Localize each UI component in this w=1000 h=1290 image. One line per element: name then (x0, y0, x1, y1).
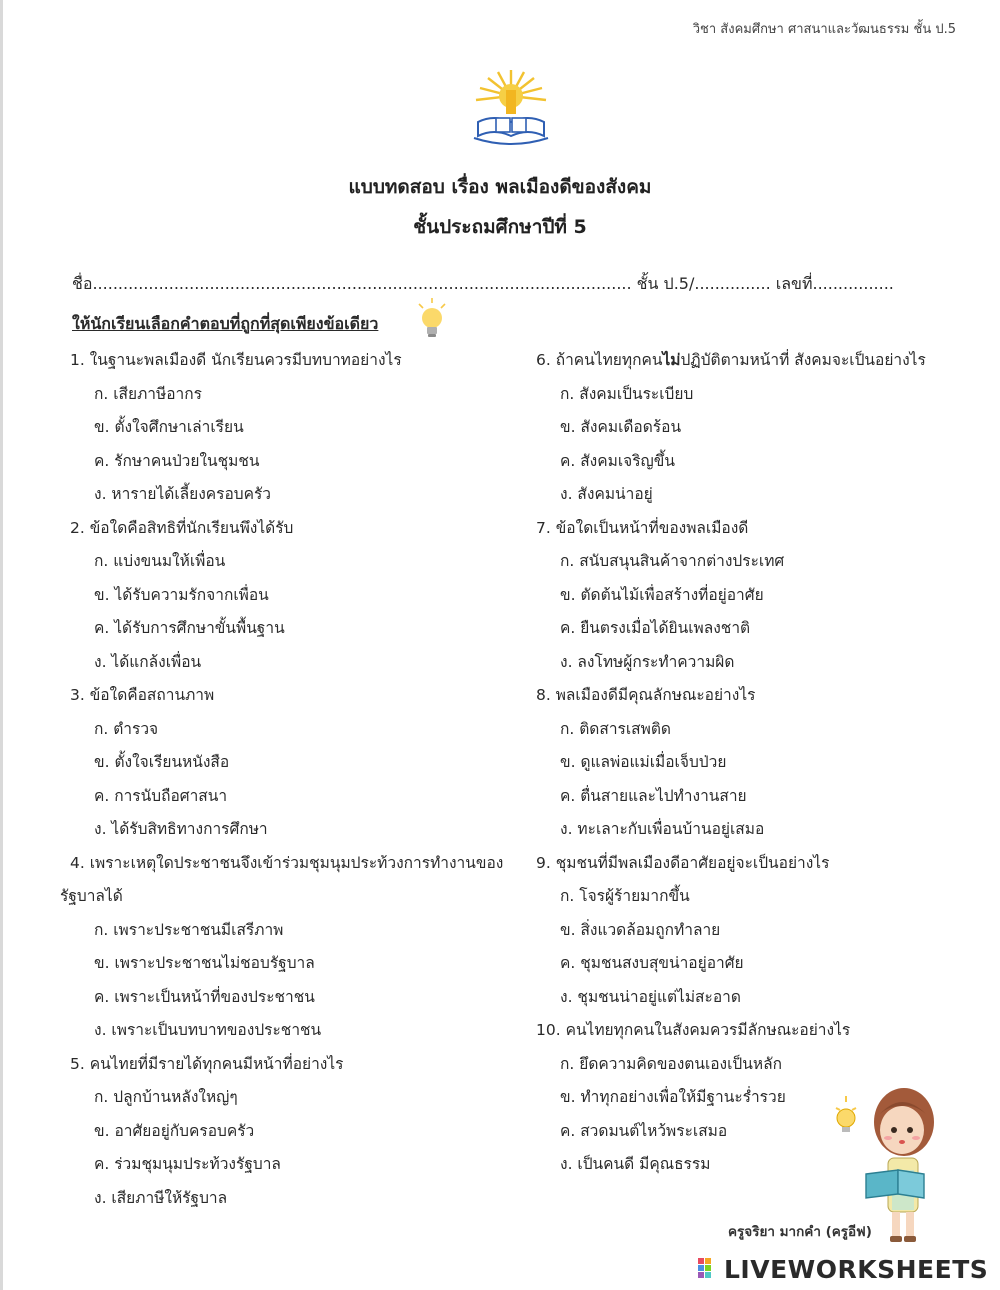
q6-option-c[interactable]: ค. สังคมเจริญขึ้น (560, 451, 675, 470)
question-7: 7. ข้อใดเป็นหน้าที่ของพลเมืองดี (536, 518, 749, 537)
lightbulb-icon (414, 296, 450, 340)
q2-option-c[interactable]: ค. ได้รับการศึกษาขั้นพื้นฐาน (94, 619, 285, 637)
school-logo-icon (470, 66, 552, 150)
q6-option-b[interactable]: ข. สังคมเดือดร้อน (560, 418, 682, 436)
brand-text: LIVEWORKSHEETS (724, 1254, 989, 1284)
q4-option-b[interactable]: ข. เพราะประชาชนไม่ชอบรัฐบาล (94, 954, 315, 972)
q6-option-d[interactable]: ง. สังคมน่าอยู่ (560, 485, 653, 503)
question-8: 8. พลเมืองดีมีคุณลักษณะอย่างไร (536, 686, 756, 704)
instruction: ให้นักเรียนเลือกคำตอบที่ถูกที่สุดเพียงข้อเดียว (72, 314, 379, 333)
student-info-line[interactable]: ชื่อ.......................................................................................................... ชั้น ป.5/............... เลขที่................ (72, 274, 894, 293)
question-9: 9. ชุมชนที่มีพลเมืองดีอาศัยอยู่จะเป็นอย่างไร (536, 853, 830, 872)
q7-option-b[interactable]: ข. ตัดต้นไม้เพื่อสร้างที่อยู่อาศัย (560, 585, 764, 604)
q2-option-b[interactable]: ข. ได้รับความรักจากเพื่อน (94, 585, 269, 604)
q4-option-d[interactable]: ง. เพราะเป็นบทบาทของประชาชน (94, 1021, 322, 1039)
questions-right-column (536, 344, 956, 1182)
question-5: 5. คนไทยที่มีรายได้ทุกคนมีหน้าที่อย่างไร (70, 1054, 344, 1073)
question-6-post: ปฏิบัติตามหน้าที่ สังคมจะเป็นอย่างไร (680, 351, 926, 369)
subject-header: วิชา สังคมศึกษา ศาสนาและวัฒนธรรม ชั้น ป.5 (692, 22, 956, 37)
grade-title: ชั้นประถมศึกษาปีที่ 5 (413, 216, 587, 238)
question-4: 4. เพราะเหตุใดประชาชนจึงเข้าร่วมชุมนุมประท้วงการทำงานของ (70, 853, 504, 872)
q2-option-a[interactable]: ก. แบ่งขนมให้เพื่อน (94, 552, 226, 570)
q4-option-a[interactable]: ก. เพราะประชาชนมีเสรีภาพ (94, 920, 284, 939)
q9-option-a[interactable]: ก. โจรผู้ร้ายมากขึ้น (560, 887, 690, 905)
question-6-pre: 6. ถ้าคนไทยทุกคน (536, 351, 663, 369)
q9-option-b[interactable]: ข. สิ่งแวดล้อมถูกทำลาย (560, 920, 721, 939)
q9-option-c[interactable]: ค. ชุมชนสงบสุขน่าอยู่อาศัย (560, 954, 744, 972)
q10-option-b[interactable]: ข. ทำทุกอย่างเพื่อให้มีฐานะร่ำรวย (560, 1088, 786, 1106)
q8-option-a[interactable]: ก. ติดสารเสพติด (560, 719, 671, 738)
q1-option-a[interactable]: ก. เสียภาษีอากร (94, 384, 202, 403)
teacher-name: ครูจริยา มากคำ (ครูอีฟ) (728, 1224, 872, 1240)
q6-option-a[interactable]: ก. สังคมเป็นระเบียบ (560, 384, 694, 403)
q10-option-c[interactable]: ค. สวดมนต์ไหว้พระเสมอ (560, 1121, 728, 1140)
q3-option-d[interactable]: ง. ได้รับสิทธิทางการศึกษา (94, 820, 268, 838)
q8-option-d[interactable]: ง. ทะเลาะกับเพื่อนบ้านอยู่เสมอ (560, 820, 765, 838)
q10-option-a[interactable]: ก. ยึดความคิดของตนเองเป็นหลัก (560, 1054, 782, 1073)
question-3: 3. ข้อใดคือสถานภาพ (70, 686, 215, 704)
q5-option-d[interactable]: ง. เสียภาษีให้รัฐบาล (94, 1188, 228, 1207)
q7-option-a[interactable]: ก. สนับสนุนสินค้าจากต่างประเทศ (560, 552, 785, 570)
q2-option-d[interactable]: ง. ได้แกล้งเพื่อน (94, 652, 202, 671)
q3-option-c[interactable]: ค. การนับถือศาสนา (94, 786, 228, 805)
question-2: 2. ข้อใดคือสิทธิที่นักเรียนพึงได้รับ (70, 518, 294, 537)
q3-option-b[interactable]: ข. ตั้งใจเรียนหนังสือ (94, 753, 230, 771)
q5-option-c[interactable]: ค. ร่วมชุมนุมประท้วงรัฐบาล (94, 1155, 281, 1173)
q10-option-d[interactable]: ง. เป็นคนดี มีคุณธรรม (560, 1155, 711, 1173)
liveworksheets-brand[interactable] (698, 1252, 988, 1286)
q7-option-d[interactable]: ง. ลงโทษผู้กระทำความผิด (560, 652, 735, 671)
question-6-emphasis: ไม่ (662, 351, 681, 369)
q1-option-b[interactable]: ข. ตั้งใจศึกษาเล่าเรียน (94, 418, 244, 436)
q5-option-b[interactable]: ข. อาศัยอยู่กับครอบครัว (94, 1121, 255, 1140)
q7-option-c[interactable]: ค. ยืนตรงเมื่อได้ยินเพลงชาติ (560, 619, 751, 637)
q4-option-c[interactable]: ค. เพราะเป็นหน้าที่ของประชาชน (94, 987, 315, 1006)
question-4-continued: รัฐบาลได้ (60, 887, 123, 905)
question-10: 10. คนไทยทุกคนในสังคมควรมีลักษณะอย่างไร (536, 1021, 851, 1039)
questions-left-column (60, 344, 520, 1215)
q3-option-a[interactable]: ก. ตำรวจ (94, 719, 159, 738)
q8-option-b[interactable]: ข. ดูแลพ่อแม่เมื่อเจ็บป่วย (560, 753, 727, 771)
question-6 (536, 344, 956, 378)
test-title: แบบทดสอบ เรื่อง พลเมืองดีของสังคม (348, 176, 652, 198)
q8-option-c[interactable]: ค. ตื่นสายและไปทำงานสาย (560, 786, 747, 805)
question-1: 1. ในฐานะพลเมืองดี นักเรียนควรมีบทบาทอย่างไร (70, 351, 402, 369)
q1-option-c[interactable]: ค. รักษาคนป่วยในชุมชน (94, 451, 260, 470)
q1-option-d[interactable]: ง. หารายได้เลี้ยงครอบครัว (94, 485, 272, 503)
liveworksheets-logo-icon (698, 1256, 720, 1282)
q9-option-d[interactable]: ง. ชุมชนน่าอยู่แต่ไม่สะอาด (560, 987, 741, 1006)
q5-option-a[interactable]: ก. ปลูกบ้านหลังใหญ่ๆ (94, 1088, 238, 1106)
